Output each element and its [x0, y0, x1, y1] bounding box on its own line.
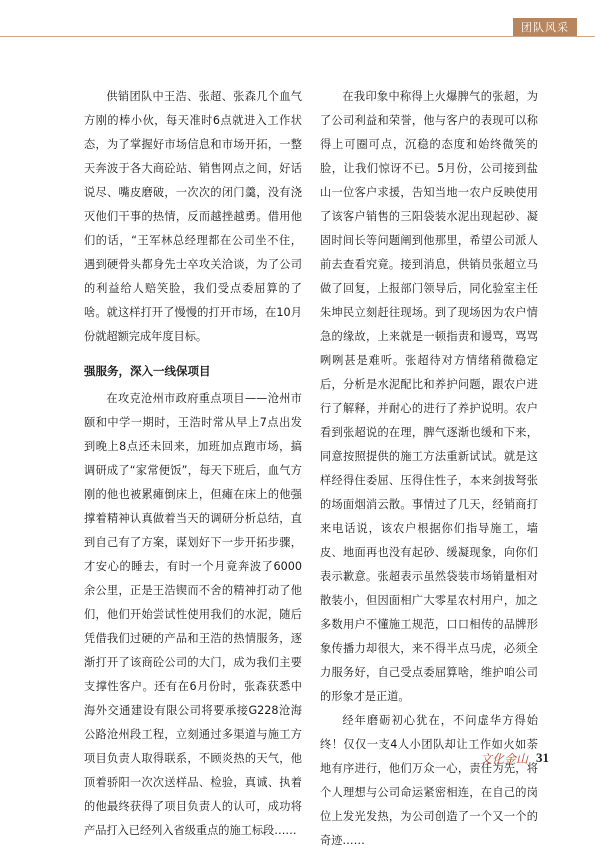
page-number: 31 — [536, 750, 549, 765]
header-rule — [0, 36, 595, 37]
magazine-logo: 文化金山 — [479, 751, 528, 766]
right-column — [320, 85, 538, 853]
right-paragraph-1: 在我印象中称得上火爆脾气的张超，为了公司利益和荣誉，他与客户的表现可以称得上可圈可点，沉稳的态度和始终微笑的脸，让我们惊讶不已。5月份，公司接到盐山一位客户求援，告知当地一农户反映使用了该客户销售的三阳袋装水泥出现起砂、凝固时间长等问题阐到他那里，希望公司派人前去查看究竟。接到消息，供销员张超立马做了回复，上报部门领导后，同化验室主任朱坤民立刻赶往现场。到了现场因为农户情急的缘故，上来就是一顿指责和谩骂，骂骂咧咧甚是难听。张超待对方情绪稍微稳定后，分析是水泥配比和养护问题，跟农户进行了解释，并耐心的进行了养护说明。农户看到张超说的在理，脾气逐渐也缓和下来，同意按照提供的施工方法重新试试。就是这样经得住委屈、压得住性子，本来剑拔弩张的场面烟消云散。事情过了几天，经销商打来电话说，该农户根据你们指导施工，墙皮、地面再也没有起砂、缓凝现象，向你们表示歉意。张超表示虽然袋装市场销量相对散装小，但因面相广大零星农村用户，加之多数用户不懂施工规范，口口相传的品牌形象传播力却很大，来不得半点马虎，必须全力服务好，自己受点委屈算啥，维护咱公司的形象才是正道。 — [320, 90, 538, 703]
header-bar — [0, 18, 595, 38]
section-heading: 强服务，深入一线保项目 — [84, 364, 211, 378]
right-paragraph-2: 经年磨砺初心犹在，不问虚华方得始终！仅仅一支4人小团队却让工作如火如荼地有序进行，他们万众一心，责任为先，将个人理想与公司命运紧密相连，在自己的岗位上发光发热，为公司创造了一个又一个的奇迹…… — [320, 714, 538, 847]
left-paragraph-1: 供销团队中王浩、张超、张森几个血气方刚的棒小伙，每天准时6点就进入工作状态，为了掌握好市场信息和市场开拓，一整天奔波于各大商砼站、销售网点之间，好话说尽、嘴皮磨破，一次次的闭门羹，没有浇灭他们干事的热情，反而越挫越勇。借用他们的话，“王军林总经理都在公司坐不住，遇到硬骨头都身先士卒攻关洽谈，为了公司的利益给人赔笑脸，我们受点委屈算的了啥。就这样打开了慢慢的打开市场，在10月份就超额完成年度目标。 — [84, 90, 302, 343]
page-footer — [480, 746, 549, 770]
section-tab: 团队风采 — [513, 18, 577, 37]
left-column — [84, 85, 302, 843]
left-paragraph-2: 在攻克沧州市政府重点项目——沧州市颐和中学一期时，王浩时常从早上7点出发到晚上8点还未回来，加班加点跑市场，搞调研成了“家常便饭”，每天下班后，血气方刚的他也被累瘫倒床上，但瘫在床上的他强撑着精神认真做着当天的调研分析总结，直到自己有了方案，谋划好下一步开拓步骤，才安心的睡去，有时一个月竟奔波了6000余公里，正是王浩锲而不舍的精神打动了他们，他们开始尝试性使用我们的水泥，随后凭借我们过硬的产品和王浩的热情服务，逐渐打开了该商砼公司的大门，成为我们主要支撑性客户。还有在6月份时，张森获悉中海外交通建设有限公司将要承接G228沧海公路沧州段工程，立刻通过多渠道与施工方项目负责人取得联系，不顾炎热的天气，他顶着骄阳一次次送样品、检验，真诚、执着的他最终获得了项目负责人的认可，成功将产品打入已经列入省级重点的施工标段…… — [84, 392, 302, 837]
